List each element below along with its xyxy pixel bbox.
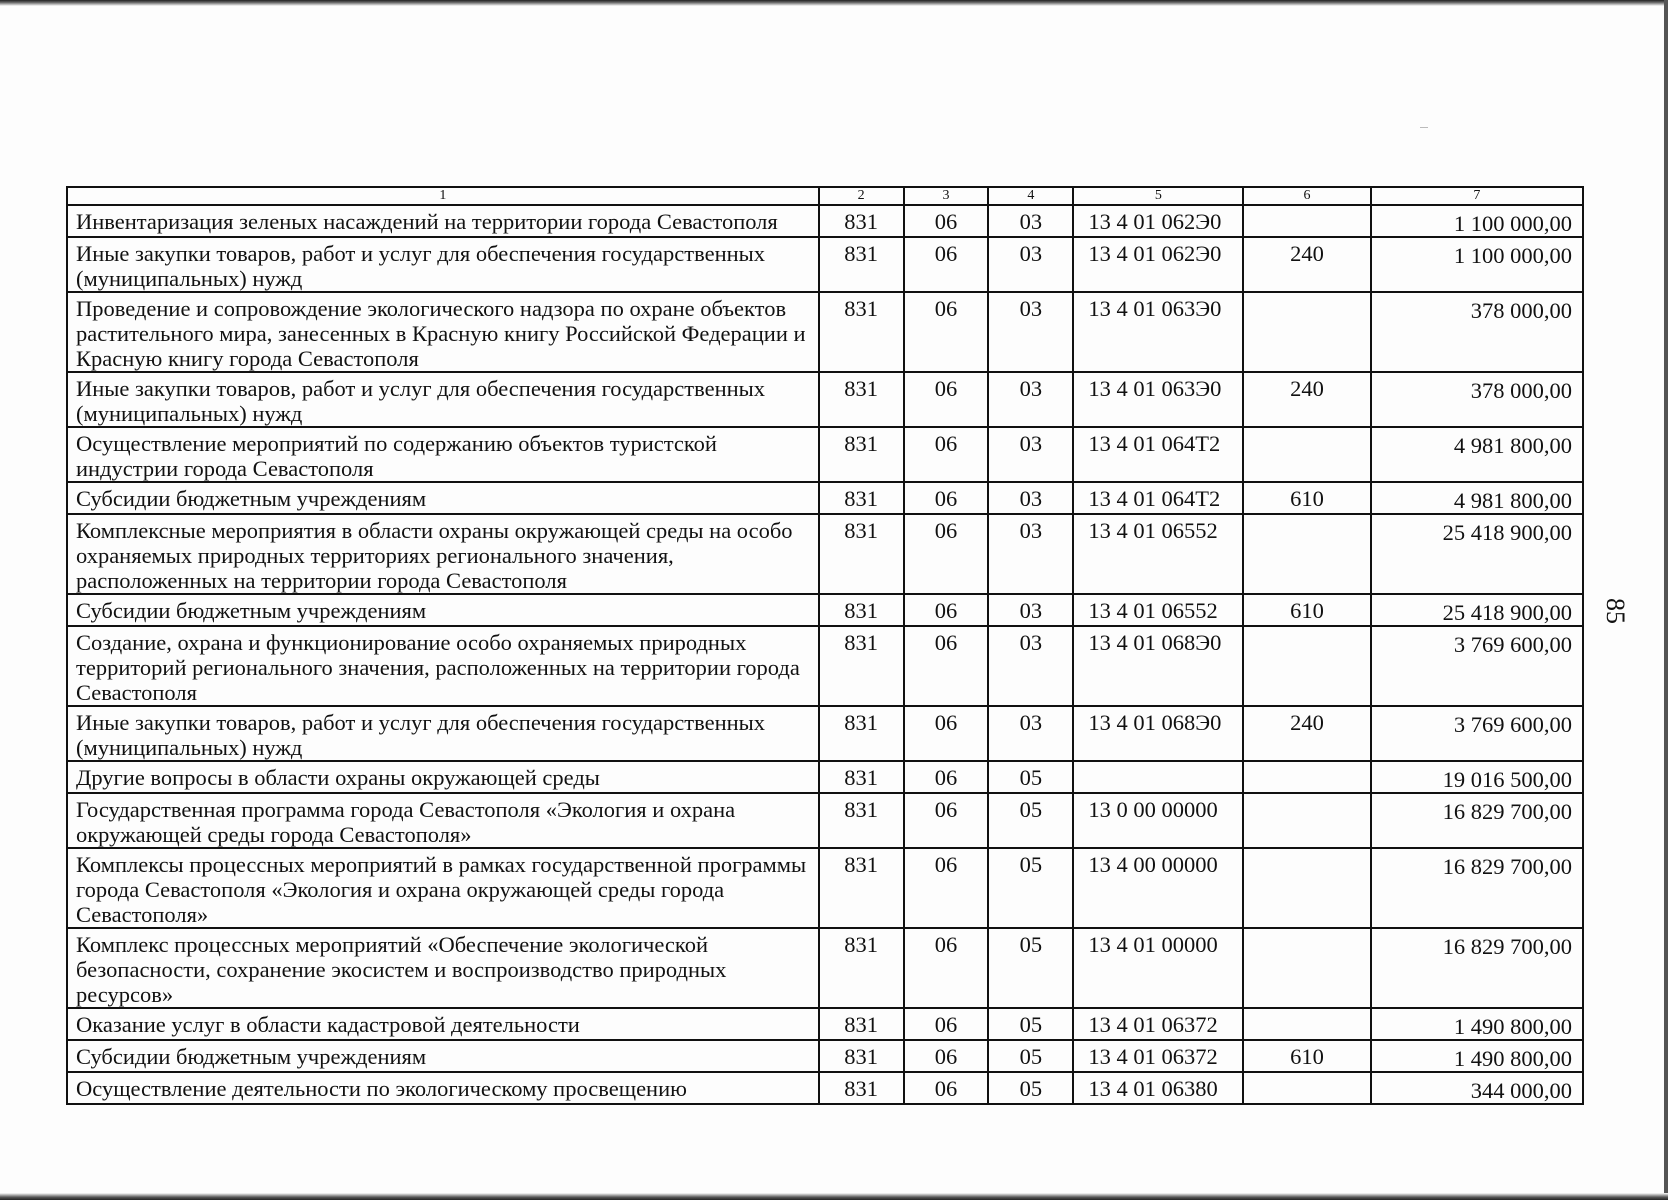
cell-sum: 1 490 800,00 (1371, 1008, 1583, 1040)
cell-section: 06 (904, 626, 989, 706)
cell-expense-type (1243, 205, 1370, 237)
cell-sum: 19 016 500,00 (1371, 761, 1583, 793)
cell-admin-code: 831 (819, 761, 904, 793)
cell-expense-type (1243, 793, 1370, 848)
cell-subsection: 05 (988, 928, 1073, 1008)
scan-edge-right (1664, 0, 1668, 1200)
cell-section: 06 (904, 372, 989, 427)
cell-target-code: 13 4 01 064Т2 (1073, 482, 1243, 514)
header-cell-col-3: 3 (904, 187, 989, 205)
cell-section: 06 (904, 292, 989, 372)
table-row (67, 1040, 1583, 1072)
cell-admin-code: 831 (819, 1072, 904, 1104)
header-cell-col-7: 7 (1371, 187, 1583, 205)
cell-sum: 25 418 900,00 (1371, 594, 1583, 626)
cell-section: 06 (904, 427, 989, 482)
cell-sum: 344 000,00 (1371, 1072, 1583, 1104)
cell-name: Иные закупки товаров, работ и услуг для обеспечения государственных (муниципальных) нужд (67, 706, 819, 761)
budget-table (66, 186, 1584, 1105)
cell-target-code (1073, 761, 1243, 793)
cell-expense-type (1243, 626, 1370, 706)
cell-target-code: 13 4 00 00000 (1073, 848, 1243, 928)
cell-section: 06 (904, 848, 989, 928)
cell-sum: 4 981 800,00 (1371, 427, 1583, 482)
cell-section: 06 (904, 205, 989, 237)
cell-expense-type (1243, 514, 1370, 594)
header-cell-col-1: 1 (67, 187, 819, 205)
cell-expense-type: 610 (1243, 1040, 1370, 1072)
scan-edge-bottom (0, 1193, 1668, 1200)
table-body (67, 205, 1583, 1104)
table-row (67, 237, 1583, 292)
cell-subsection: 03 (988, 292, 1073, 372)
cell-sum: 378 000,00 (1371, 372, 1583, 427)
cell-expense-type (1243, 928, 1370, 1008)
cell-subsection: 03 (988, 482, 1073, 514)
cell-section: 06 (904, 1072, 989, 1104)
scan-artifact (1420, 127, 1428, 128)
cell-admin-code: 831 (819, 205, 904, 237)
cell-subsection: 03 (988, 205, 1073, 237)
table-row (67, 706, 1583, 761)
cell-name: Осуществление деятельности по экологическому просвещению (67, 1072, 819, 1104)
cell-subsection: 03 (988, 706, 1073, 761)
header-cell-col-6: 6 (1243, 187, 1370, 205)
cell-expense-type: 240 (1243, 706, 1370, 761)
cell-section: 06 (904, 761, 989, 793)
header-cell-col-5: 5 (1073, 187, 1243, 205)
cell-expense-type: 610 (1243, 594, 1370, 626)
header-cell-col-2: 2 (819, 187, 904, 205)
cell-subsection: 05 (988, 848, 1073, 928)
cell-expense-type: 240 (1243, 237, 1370, 292)
cell-expense-type (1243, 1072, 1370, 1104)
cell-target-code: 13 4 01 06372 (1073, 1040, 1243, 1072)
cell-subsection: 05 (988, 761, 1073, 793)
cell-name: Создание, охрана и функционирование особо охраняемых природных территорий регионального значения, расположенных на территории города Севастополя (67, 626, 819, 706)
table-row (67, 594, 1583, 626)
cell-target-code: 13 4 01 064Т2 (1073, 427, 1243, 482)
table-row (67, 1008, 1583, 1040)
cell-sum: 1 100 000,00 (1371, 237, 1583, 292)
cell-admin-code: 831 (819, 848, 904, 928)
cell-subsection: 03 (988, 427, 1073, 482)
cell-subsection: 03 (988, 626, 1073, 706)
cell-name: Иные закупки товаров, работ и услуг для обеспечения государственных (муниципальных) нужд (67, 372, 819, 427)
cell-target-code: 13 4 01 063Э0 (1073, 292, 1243, 372)
table-row (67, 928, 1583, 1008)
cell-section: 06 (904, 514, 989, 594)
cell-target-code: 13 4 01 06380 (1073, 1072, 1243, 1104)
cell-expense-type (1243, 292, 1370, 372)
table-row (67, 372, 1583, 427)
cell-target-code: 13 4 01 06552 (1073, 594, 1243, 626)
cell-name: Осуществление мероприятий по содержанию объектов туристской индустрии города Севастополя (67, 427, 819, 482)
cell-admin-code: 831 (819, 1008, 904, 1040)
scan-edge-top (0, 0, 1668, 6)
cell-admin-code: 831 (819, 292, 904, 372)
cell-name: Комплексные мероприятия в области охраны окружающей среды на особо охраняемых природных территориях регионального значения, расположенных на территории города Севастополя (67, 514, 819, 594)
cell-sum: 4 981 800,00 (1371, 482, 1583, 514)
table-row (67, 482, 1583, 514)
table-header (67, 187, 1583, 205)
cell-name: Иные закупки товаров, работ и услуг для обеспечения государственных (муниципальных) нужд (67, 237, 819, 292)
cell-subsection: 05 (988, 793, 1073, 848)
cell-name: Комплекс процессных мероприятий «Обеспечение экологической безопасности, сохранение экосистем и воспроизводство природных ресурсов» (67, 928, 819, 1008)
cell-admin-code: 831 (819, 372, 904, 427)
cell-subsection: 05 (988, 1040, 1073, 1072)
cell-name: Инвентаризация зеленых насаждений на территории города Севастополя (67, 205, 819, 237)
cell-sum: 3 769 600,00 (1371, 706, 1583, 761)
cell-name: Государственная программа города Севастополя «Экология и охрана окружающей среды города Севастополя» (67, 793, 819, 848)
cell-name: Субсидии бюджетным учреждениям (67, 482, 819, 514)
cell-sum: 16 829 700,00 (1371, 848, 1583, 928)
cell-admin-code: 831 (819, 237, 904, 292)
cell-name: Оказание услуг в области кадастровой деятельности (67, 1008, 819, 1040)
cell-section: 06 (904, 594, 989, 626)
cell-section: 06 (904, 482, 989, 514)
cell-section: 06 (904, 793, 989, 848)
header-row (67, 187, 1583, 205)
table-row (67, 1072, 1583, 1104)
cell-subsection: 03 (988, 372, 1073, 427)
cell-admin-code: 831 (819, 706, 904, 761)
table-row (67, 427, 1583, 482)
table-row (67, 626, 1583, 706)
cell-section: 06 (904, 237, 989, 292)
cell-admin-code: 831 (819, 928, 904, 1008)
cell-admin-code: 831 (819, 594, 904, 626)
cell-admin-code: 831 (819, 427, 904, 482)
cell-sum: 25 418 900,00 (1371, 514, 1583, 594)
cell-sum: 378 000,00 (1371, 292, 1583, 372)
cell-target-code: 13 4 01 063Э0 (1073, 372, 1243, 427)
cell-section: 06 (904, 1008, 989, 1040)
cell-sum: 3 769 600,00 (1371, 626, 1583, 706)
cell-expense-type (1243, 1008, 1370, 1040)
cell-target-code: 13 4 01 06552 (1073, 514, 1243, 594)
cell-expense-type (1243, 427, 1370, 482)
cell-subsection: 05 (988, 1008, 1073, 1040)
table-row (67, 514, 1583, 594)
cell-section: 06 (904, 1040, 989, 1072)
cell-expense-type: 240 (1243, 372, 1370, 427)
table-row (67, 761, 1583, 793)
cell-target-code: 13 4 01 068Э0 (1073, 706, 1243, 761)
cell-subsection: 03 (988, 594, 1073, 626)
cell-sum: 1 490 800,00 (1371, 1040, 1583, 1072)
cell-admin-code: 831 (819, 482, 904, 514)
cell-name: Другие вопросы в области охраны окружающей среды (67, 761, 819, 793)
cell-admin-code: 831 (819, 514, 904, 594)
cell-subsection: 05 (988, 1072, 1073, 1104)
table-row (67, 205, 1583, 237)
cell-target-code: 13 4 01 06372 (1073, 1008, 1243, 1040)
page-number: 85 (1601, 598, 1630, 624)
cell-expense-type: 610 (1243, 482, 1370, 514)
cell-expense-type (1243, 848, 1370, 928)
cell-subsection: 03 (988, 514, 1073, 594)
header-cell-col-4: 4 (988, 187, 1073, 205)
cell-target-code: 13 4 01 062Э0 (1073, 205, 1243, 237)
table-row (67, 793, 1583, 848)
cell-target-code: 13 4 01 062Э0 (1073, 237, 1243, 292)
cell-admin-code: 831 (819, 793, 904, 848)
cell-name: Субсидии бюджетным учреждениям (67, 1040, 819, 1072)
cell-target-code: 13 0 00 00000 (1073, 793, 1243, 848)
cell-section: 06 (904, 706, 989, 761)
cell-section: 06 (904, 928, 989, 1008)
cell-name: Проведение и сопровождение экологического надзора по охране объектов растительного мира, занесенных в Красную книгу Российской Федерации и Красную книгу города Севастополя (67, 292, 819, 372)
table-row (67, 848, 1583, 928)
cell-expense-type (1243, 761, 1370, 793)
cell-target-code: 13 4 01 00000 (1073, 928, 1243, 1008)
cell-admin-code: 831 (819, 626, 904, 706)
cell-subsection: 03 (988, 237, 1073, 292)
cell-sum: 16 829 700,00 (1371, 793, 1583, 848)
cell-sum: 1 100 000,00 (1371, 205, 1583, 237)
table-row (67, 292, 1583, 372)
cell-sum: 16 829 700,00 (1371, 928, 1583, 1008)
cell-admin-code: 831 (819, 1040, 904, 1072)
cell-target-code: 13 4 01 068Э0 (1073, 626, 1243, 706)
cell-name: Субсидии бюджетным учреждениям (67, 594, 819, 626)
cell-name: Комплексы процессных мероприятий в рамках государственной программы города Севастополя «Экология и охрана окружающей среды города Севастополя» (67, 848, 819, 928)
